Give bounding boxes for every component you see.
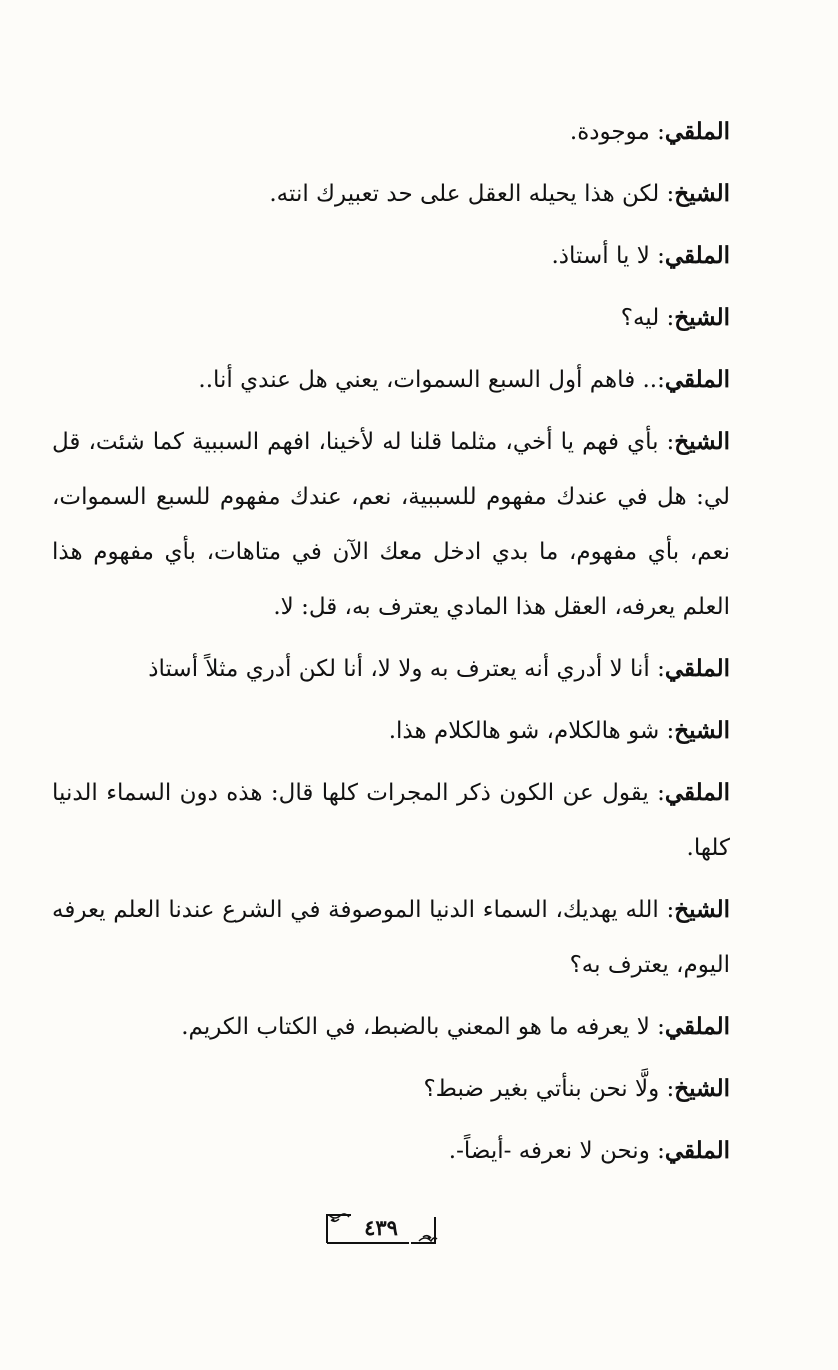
dialogue-paragraph bbox=[52, 414, 780, 635]
page-number: ٤٣٩ bbox=[364, 1215, 398, 1240]
dialogue-line: : ليه؟ bbox=[620, 305, 675, 331]
dialogue-line: :.. فاهم أول السبع السموات، يعني هل عندي أنا.. bbox=[198, 367, 665, 393]
speaker-name: الملقي bbox=[664, 1013, 730, 1040]
dialogue-line: : لا يا أستاذ. bbox=[551, 243, 665, 269]
speaker-name: الشيخ bbox=[674, 304, 730, 331]
speaker-name: الشيخ bbox=[674, 1075, 730, 1102]
dialogue-line: : بأي فهم يا أخي، مثلما قلنا له لأخينا، افهم السببية كما شئت، قل لي: هل في عندك مفهوم للسببية، نعم، عندك مفهوم للسبع السموات، نعم، بأي مفهوم، ما بدي ادخل معك الآن في متاهات، بأي مفهوم هذا العلم يعرفه، العقل هذا المادي يعترف به، قل: لا. bbox=[52, 429, 730, 620]
dialogue-paragraph bbox=[52, 765, 780, 876]
speaker-name: الشيخ bbox=[674, 717, 730, 744]
speaker-name: الملقي bbox=[664, 366, 730, 393]
dialogue-line: : ونحن لا نعرفه -أيضاً-. bbox=[448, 1138, 665, 1164]
dialogue-paragraph bbox=[52, 1123, 780, 1179]
speaker-name: الملقي bbox=[664, 779, 730, 806]
dialogue-line: : شو هالكلام، شو هالكلام هذا. bbox=[388, 718, 675, 744]
speaker-name: الشيخ bbox=[674, 896, 730, 923]
dialogue-line: : لا يعرفه ما هو المعني بالضبط، في الكتاب الكريم. bbox=[181, 1014, 665, 1040]
speaker-name: الملقي bbox=[664, 242, 730, 269]
speaker-name: الملقي bbox=[664, 1137, 730, 1164]
dialogue-line: : الله يهديك، السماء الدنيا الموصوفة في الشرع عندنا العلم يعرفه اليوم، يعترف به؟ bbox=[52, 897, 730, 978]
speaker-name: الملقي bbox=[664, 655, 730, 682]
page-footer bbox=[323, 1211, 439, 1247]
dialogue-paragraph bbox=[52, 166, 780, 222]
speaker-name: الملقي bbox=[664, 118, 730, 145]
dialogue-line: : يقول عن الكون ذكر المجرات كلها قال: هذه دون السماء الدنيا كلها. bbox=[52, 780, 730, 861]
dialogue-paragraph bbox=[52, 290, 780, 346]
dialogue-text bbox=[52, 104, 780, 1179]
dialogue-line: : موجودة. bbox=[569, 119, 665, 145]
dialogue-paragraph bbox=[52, 999, 780, 1055]
dialogue-line: : لكن هذا يحيله العقل على حد تعبيرك انته. bbox=[269, 181, 675, 207]
dialogue-line: : أنا لا أدري أنه يعترف به ولا لا، أنا لكن أدري مثلاً أستاذ bbox=[148, 656, 665, 682]
dialogue-paragraph bbox=[52, 1061, 780, 1117]
dialogue-paragraph bbox=[52, 641, 780, 697]
dialogue-paragraph bbox=[52, 703, 780, 759]
dialogue-paragraph bbox=[52, 228, 780, 284]
dialogue-paragraph bbox=[52, 352, 780, 408]
speaker-name: الشيخ bbox=[674, 428, 730, 455]
dialogue-paragraph bbox=[52, 104, 780, 160]
dialogue-line: : ولَّا نحن بنأتي بغير ضبط؟ bbox=[423, 1076, 675, 1102]
dialogue-paragraph bbox=[52, 882, 780, 993]
speaker-name: الشيخ bbox=[674, 180, 730, 207]
